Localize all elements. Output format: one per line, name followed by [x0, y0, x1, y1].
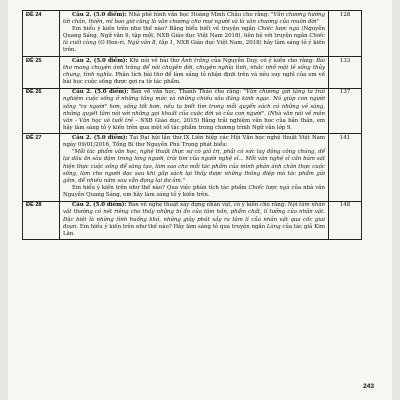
text-run: Em hiểu ý kiến trên như thế nào? Hãy làm sáng tỏ qua truyện ngắn	[78, 223, 267, 230]
question-paragraph	[63, 89, 325, 132]
text-run: Bàn về nghệ thuật xây dựng nhân vật, có ý kiến cho rằng:	[126, 202, 288, 209]
question-paragraph	[63, 149, 325, 184]
page-reference: 128	[329, 11, 362, 57]
page-reference: 133	[329, 56, 362, 88]
question-text	[60, 88, 329, 134]
question-paragraph	[63, 12, 325, 26]
question-text	[60, 11, 329, 57]
text-run: Câu 2. (5.0 điểm):	[72, 11, 127, 18]
exam-label: ĐỀ 28	[23, 201, 60, 240]
text-run: Ánh trăng	[181, 57, 210, 64]
question-paragraph	[63, 58, 325, 86]
text-run: của tác giả Kim Lân.	[63, 223, 325, 237]
question-paragraph	[63, 202, 325, 237]
text-run: Câu 2. (5.0 điểm):	[72, 57, 128, 64]
exam-index-table	[22, 10, 362, 240]
question-paragraph	[63, 185, 325, 199]
exam-label: ĐỀ 27	[23, 134, 60, 201]
text-run: Chiếc lá cuối cùng	[63, 33, 325, 47]
table-row	[23, 11, 362, 57]
text-run: "Văn chương hướng tới chân, thiện, mĩ bao giờ cũng là văn chương cho mọi người và là văn chương của muôn đời"	[63, 11, 325, 25]
exam-label: ĐỀ 25	[23, 56, 60, 88]
question-text	[60, 134, 329, 201]
text-run: Em hiểu ý kiến trên như thế nào? Bằng hiểu biết về truyện ngắn	[72, 25, 258, 32]
table-row	[23, 134, 362, 201]
text-run: "Mỗi tác phẩm văn học, nghệ thuật thực sự có giá trị, phải có sức lay động công chúng, để lại dấu ấn sâu đậm trong lòng người, trái tim của người nghệ sĩ... Mỗi văn nghệ sĩ cần bám sát hiện thực cuộc sống để sáng tạo, làm sao cho mỗi tác phẩm của mình phản ánh chân thực cuộc sống, làm cho người đọc sau khi gấp sách lại thấy được những thông điệp mà tác phẩm gửi gắm, để nhiều năm sau vẫn đọng lại dư âm."	[63, 149, 325, 184]
book-page	[8, 0, 392, 400]
text-run: Câu 2. (5.0 điểm):	[72, 135, 128, 142]
table-row	[23, 88, 362, 134]
text-run: Nhà phê bình văn học Hoàng Minh Châu cho rằng:	[126, 11, 271, 18]
text-run: của Nguyễn Duy, có ý kiến cho rằng:	[209, 57, 317, 64]
text-run: Làng	[266, 223, 281, 230]
text-run: Em hiểu ý kiến trên như thế nào? Qua việc phân tích tác phẩm	[72, 184, 249, 191]
text-run: (Nguyễn Quang Sáng, Ngữ văn 9, tập một, NXB Giáo dục Việt Nam 2018), liên hệ với truyện ngắn	[63, 25, 325, 40]
text-run: Chiếc lược ngà	[257, 25, 300, 32]
text-run: của nhà văn Nguyễn Quang Sáng, em hãy làm sáng tỏ ý kiến trên.	[63, 184, 325, 198]
question-paragraph	[63, 135, 325, 149]
text-run: Khi nói về bài thơ	[127, 57, 182, 64]
text-run: Câu 2. (5.0 điểm):	[72, 202, 127, 209]
question-text	[60, 201, 329, 240]
question-paragraph	[63, 26, 325, 54]
text-run: – NXB Giáo dục, 2015) Bằng trải nghiệm văn học của bản thân, em hãy làm sáng tỏ ý kiến trên qua một số tác phẩm trong chương trình Ngữ văn lớp 9.	[63, 117, 325, 131]
exam-label: ĐỀ 26	[23, 88, 60, 134]
text-run: (O Hen-ri,	[96, 40, 128, 47]
table-row	[23, 201, 362, 240]
text-run: Nội tâm nhân vật thường có nét riêng cho thấy những bí ẩn của tâm hồn, phẩm chất, lí tưởng của nhân vật. Đặc biệt là những tình huống khó, những giây phút xảy ra tâm lí của nhân vật qua cốc giai đoạn.	[63, 202, 326, 230]
text-run: Phân tích bài thơ để làm sáng tỏ nhận định trên và nêu suy nghĩ của em về bài học cuộc sống được gợi ra từ tác phẩm.	[63, 71, 326, 85]
table-row	[23, 56, 362, 88]
text-run: Bàn về văn học, Thanh Thảo cho rằng:	[128, 89, 244, 96]
text-run: , NXB Giáo dục Việt Nam, 2018) hãy làm sáng tỏ ý kiến trên.	[63, 40, 325, 54]
page-reference: 141	[329, 134, 362, 201]
page-reference: 137	[329, 88, 362, 134]
exam-label: ĐỀ 24	[23, 11, 60, 57]
page-reference: 148	[329, 201, 362, 240]
text-run: Tại Đại hội lần thứ IX Liên hiệp các Hội Văn học nghệ thuật Việt Nam ngày 09/01/2016, Tổng Bí thư Nguyễn Phú Trọng phát biểu:	[63, 135, 325, 149]
text-run: Ngữ văn 8, tập 1	[127, 40, 174, 47]
page-number: 243	[363, 383, 374, 390]
text-run: Câu 2. (5.0 điểm):	[72, 89, 129, 96]
question-text	[60, 56, 329, 88]
text-run: "Văn chương gửi tặng ta trải nghiệm cuộc sống ở những tầng mức và những chiều sâu đáng kinh ngạc. Nó giúp con người sống "ra người" hơn, sống tốt hơn, nếu ta biết tìm trong mỗi quyển sách có những vẻ sáng, những quyết tâm nói với những gọi khuất của cuộc đời và của con người". (Nhà văn nói về môn văn - Văn học và tuổi trẻ	[63, 89, 325, 124]
text-run: Bài thơ mang chuyện ánh trăng để nói chuyện đời, chuyện nghĩa tình, nhắc nhở một lẽ sống thủy chung, tình nghĩa.	[63, 57, 325, 78]
text-run: Chiếc lược ngà	[248, 184, 290, 191]
